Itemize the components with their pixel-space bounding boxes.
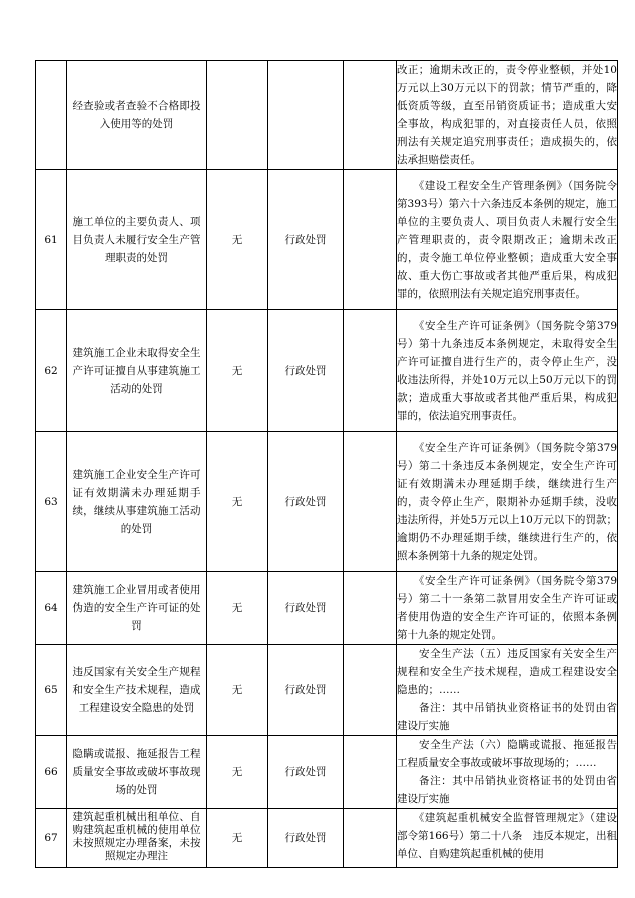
blank-cell (344, 572, 397, 645)
penalty-item-name: 违反国家有关安全生产规程和安全生产技术规程，造成工程建设安全隐患的处罚 (72, 666, 201, 714)
row-number: 63 (36, 432, 67, 572)
row-number (36, 61, 67, 170)
row-number: 67 (36, 809, 67, 868)
penalty-item-name: 施工单位的主要负责人、项目负责人未履行安全生产管理职责的处罚 (72, 215, 201, 264)
sub-item: 无 (207, 432, 268, 572)
penalty-table (35, 60, 618, 868)
power-type: 行政处罚 (268, 809, 344, 868)
row-number: 61 (36, 170, 67, 310)
sub-item: 无 (207, 736, 268, 809)
legal-basis: 改正；逾期未改正的，责令停业整顿，并处10万元以上30万元以下的罚款；情节严重的，降低资质等级，直至吊销资质证书；造成重大安全事故，构成犯罪的，对直接责任人员，依照刑法有关规定追究刑事责任；造成损失的，依法承担赔偿责任。 (397, 64, 617, 166)
table-row (36, 170, 618, 310)
blank-cell (344, 310, 397, 432)
row-number: 64 (36, 572, 67, 645)
sub-item: 无 (207, 310, 268, 432)
penalty-item-name: 经查验或者查验不合格即投入使用等的处罚 (72, 100, 201, 130)
table-row (36, 645, 618, 736)
legal-basis: 《建筑起重机械安全监督管理规定》（建设部令第166号）第二十八条 违反本规定，出租单位、自购建筑起重机械的使用 (397, 812, 617, 860)
power-type: 行政处罚 (268, 736, 344, 809)
legal-basis: 《建设工程安全生产管理条例》（国务院令第393号）第六十六条违反本条例的规定，施工单位的主要负责人、项目负责人未履行安全生产管理职责的，责令限期改正；逾期未改正的，责令施工单位停业整顿；造成重大安全事故、重大伤亡事故或者其他严重后果，构成犯罪的，依照刑法有关规定追究刑事责任。 (397, 179, 617, 300)
penalty-item-name: 隐瞒或谎报、拖延报告工程质量安全事故或破坏事故现场的处罚 (72, 748, 201, 796)
legal-basis: 安全生产法（五）违反国家有关安全生产规程和安全生产技术规程，造成工程建设安全隐患的；…… 备注：其中吊销执业资格证书的处罚由省建设厅实施 (397, 648, 617, 732)
table-row (36, 809, 618, 868)
blank-cell (344, 170, 397, 310)
sub-item: 无 (207, 572, 268, 645)
blank-cell (344, 432, 397, 572)
table-row (36, 310, 618, 432)
sub-item: 无 (207, 809, 268, 868)
sub-item: 无 (207, 645, 268, 736)
penalty-item-name: 建筑施工企业未取得安全生产许可证擅自从事建筑施工活动的处罚 (72, 346, 201, 395)
power-type: 行政处罚 (268, 572, 344, 645)
sub-item: 无 (207, 170, 268, 310)
blank-cell (344, 61, 397, 170)
power-type: 行政处罚 (268, 170, 344, 310)
legal-basis: 《安全生产许可证条例》（国务院令第379号）第二十一条第二款冒用安全生产许可证或者使用伪造的安全生产许可证的，依照本条例第十九条的规定处罚。 (397, 575, 617, 641)
legal-basis: 《安全生产许可证条例》（国务院令第379号）第二十条违反本条例规定，安全生产许可证有效期满未办理延期手续，继续进行生产的，责令停止生产，限期补办延期手续，没收违法所得，并处5万元以上10万元以下的罚款；逾期仍不办理延期手续，继续进行生产的，依照本条例第十九条的规定处罚。 (397, 441, 617, 562)
sub-item (207, 61, 268, 170)
penalty-item-name: 建筑施工企业安全生产许可证有效期满未办理延期手续，继续从事建筑施工活动的处罚 (72, 468, 201, 535)
legal-basis: 《安全生产许可证条例》（国务院令第379号）第十九条违反本条例规定，未取得安全生产许可证擅自进行生产的，责令停止生产，没收违法所得，并处10万元以上50万元以下的罚款；造成重大事故或者其他严重后果，构成犯罪的，依法追究刑事责任。 (397, 319, 617, 422)
table-row (36, 736, 618, 809)
row-number: 62 (36, 310, 67, 432)
power-type (268, 61, 344, 170)
blank-cell (344, 736, 397, 809)
row-number: 66 (36, 736, 67, 809)
table-row (36, 432, 618, 572)
table-row (36, 572, 618, 645)
power-type: 行政处罚 (268, 432, 344, 572)
power-type: 行政处罚 (268, 310, 344, 432)
blank-cell (344, 809, 397, 868)
penalty-item-name: 建筑起重机械出租单位、自购建筑起重机械的使用单位未按照规定办理备案，未按照规定办理注 (72, 811, 201, 862)
blank-cell (344, 645, 397, 736)
penalty-item-name: 建筑施工企业冒用或者使用伪造的安全生产许可证的处罚 (72, 584, 201, 632)
power-type: 行政处罚 (268, 645, 344, 736)
table-row (36, 61, 618, 170)
row-number: 65 (36, 645, 67, 736)
legal-basis: 安全生产法（六）隐瞒或谎报、拖延报告工程质量安全事故或破坏事故现场的；…… 备注：其中吊销执业资格证书的处罚由省建设厅实施 (397, 739, 617, 805)
